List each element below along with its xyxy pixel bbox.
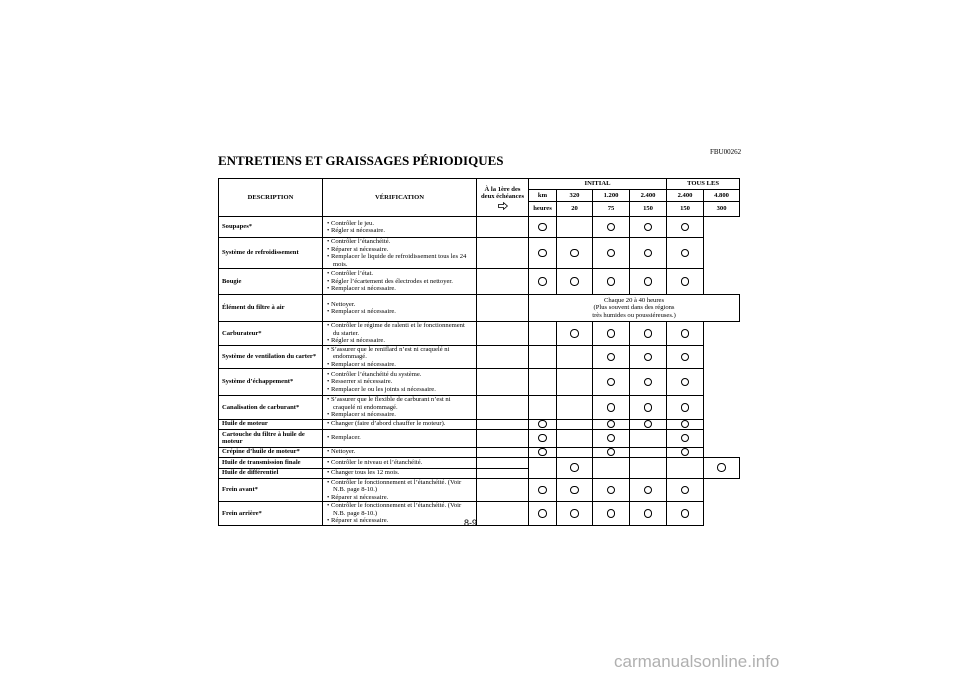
hours-value: 150: [630, 202, 667, 217]
check-circle-icon: [644, 486, 653, 495]
check-circle-icon: [644, 353, 653, 362]
interval-cell: [593, 447, 630, 457]
verification-cell: [323, 447, 477, 457]
interval-cell: [557, 502, 593, 526]
interval-cell: [557, 217, 593, 238]
hours-value: 20: [557, 202, 593, 217]
table-row: [219, 502, 740, 526]
table-row: [219, 345, 740, 369]
check-item: • Remplacer si nécessaire.: [326, 361, 473, 369]
interval-cell: [529, 217, 557, 238]
part-name: Canalisation de carburant*: [219, 396, 323, 420]
check-circle-icon: [607, 509, 616, 518]
check-item: • Réparer si nécessaire.: [326, 494, 473, 502]
verification-cell: [323, 457, 477, 468]
check-circle-icon: [607, 329, 616, 338]
check-circle-icon: [570, 329, 579, 338]
check-circle-icon: [681, 420, 690, 429]
verification-cell: [323, 345, 477, 369]
interval-cell: [529, 457, 557, 478]
table-row: [219, 217, 740, 238]
interval-cell: [667, 502, 704, 526]
interval-cell: [630, 447, 667, 457]
km-value: 4.800: [704, 190, 740, 202]
check-circle-icon: [681, 509, 690, 518]
check-circle-icon: [607, 420, 616, 429]
maintenance-table: [218, 178, 740, 526]
first-interval-cell: [477, 468, 529, 478]
interval-cell: [667, 396, 704, 420]
check-circle-icon: [681, 378, 690, 387]
interval-cell: [593, 369, 630, 396]
check-item: • Régler l’écartement des électrodes et nettoyer.: [326, 278, 473, 286]
interval-cell: [630, 396, 667, 420]
verification-cell: [323, 295, 477, 322]
check-item: • Resserrer si nécessaire.: [326, 378, 473, 386]
part-name: Huile de différentiel: [219, 468, 323, 478]
interval-cell: [529, 345, 557, 369]
first-interval-label: À la 1ère des deux échéances: [480, 185, 525, 200]
interval-cell: [529, 419, 557, 429]
part-name: Élément du filtre à air: [219, 295, 323, 322]
table-row: [219, 478, 740, 502]
interval-cell: [667, 457, 704, 478]
check-item: • Contrôler le fonctionnement et l’étanchéité. (Voir N.B. page 8-10.): [326, 479, 473, 494]
check-circle-icon: [681, 353, 690, 362]
verification-cell: [323, 478, 477, 502]
check-circle-icon: [538, 223, 547, 232]
km-value: 320: [557, 190, 593, 202]
first-interval-cell: [477, 457, 529, 468]
first-interval-cell: [477, 322, 529, 346]
interval-cell: [529, 502, 557, 526]
interval-cell: [557, 447, 593, 457]
hours-label: heures: [529, 202, 557, 217]
table-row: [219, 369, 740, 396]
check-circle-icon: [644, 249, 653, 258]
check-circle-icon: [607, 486, 616, 495]
verification-header: VÉRIFICATION: [323, 179, 477, 217]
check-circle-icon: [607, 223, 616, 232]
check-circle-icon: [607, 403, 616, 412]
check-circle-icon: [538, 434, 547, 443]
first-interval-cell: [477, 369, 529, 396]
check-circle-icon: [538, 448, 547, 457]
check-circle-icon: [644, 223, 653, 232]
check-item: • Contrôler le jeu.: [326, 220, 473, 228]
interval-cell: [667, 322, 704, 346]
check-circle-icon: [644, 403, 653, 412]
check-circle-icon: [607, 277, 616, 286]
interval-cell: [593, 419, 630, 429]
check-circle-icon: [538, 486, 547, 495]
first-interval-cell: [477, 345, 529, 369]
watermark: carmanualsonline.info: [614, 652, 780, 671]
check-circle-icon: [644, 378, 653, 387]
table-row: [219, 457, 740, 468]
check-item: • Remplacer le liquide de refroidissement tous les 24 mois.: [326, 253, 473, 268]
verification-cell: [323, 502, 477, 526]
interval-cell: [667, 419, 704, 429]
hours-value: 150: [667, 202, 704, 217]
check-circle-icon: [570, 509, 579, 518]
table-row: [219, 322, 740, 346]
check-item: • Changer tous les 12 mois.: [326, 469, 473, 477]
part-name: Cartouche du filtre à huile de moteur: [219, 429, 323, 447]
interval-cell: [529, 478, 557, 502]
verification-cell: [323, 429, 477, 447]
first-interval-cell: [477, 217, 529, 238]
interval-cell: [667, 447, 704, 457]
part-name: Frein avant*: [219, 478, 323, 502]
initial-header: INITIAL: [529, 179, 667, 190]
check-circle-icon: [570, 463, 579, 472]
every-header: TOUS LES: [667, 179, 740, 190]
check-item: • Changer (faire d’abord chauffer le moteur).: [326, 420, 473, 428]
interval-cell: [557, 238, 593, 269]
interval-cell: [557, 419, 593, 429]
verification-cell: [323, 322, 477, 346]
interval-cell: [529, 269, 557, 295]
interval-cell: [667, 429, 704, 447]
check-item: • Réparer si nécessaire.: [326, 246, 473, 254]
interval-cell: [704, 457, 740, 478]
verification-cell: [323, 369, 477, 396]
check-item: • Régler si nécessaire.: [326, 227, 473, 235]
check-circle-icon: [681, 448, 690, 457]
check-circle-icon: [570, 486, 579, 495]
check-item: • S’assurer que le flexible de carburant n’est ni craquelé ni endommagé.: [326, 396, 473, 411]
interval-cell: [630, 217, 667, 238]
description-header: DESCRIPTION: [219, 179, 323, 217]
check-circle-icon: [538, 249, 547, 258]
part-name: Système de ventilation du carter*: [219, 345, 323, 369]
part-name: Bougie: [219, 269, 323, 295]
interval-cell: [630, 269, 667, 295]
first-interval-header: [477, 179, 529, 217]
interval-cell: [557, 396, 593, 420]
first-interval-cell: [477, 447, 529, 457]
check-circle-icon: [681, 486, 690, 495]
table-row: [219, 447, 740, 457]
check-item: • Remplacer si nécessaire.: [326, 285, 473, 293]
check-item: • Remplacer si nécessaire.: [326, 411, 473, 419]
interval-cell: [529, 322, 557, 346]
verification-cell: [323, 217, 477, 238]
interval-cell: [557, 478, 593, 502]
interval-cell: [667, 369, 704, 396]
verification-cell: [323, 269, 477, 295]
interval-cell: [667, 217, 704, 238]
interval-cell: [557, 345, 593, 369]
first-interval-cell: [477, 478, 529, 502]
interval-cell: [529, 429, 557, 447]
first-interval-cell: [477, 419, 529, 429]
table-row: [219, 429, 740, 447]
check-circle-icon: [538, 509, 547, 518]
interval-cell: [630, 429, 667, 447]
interval-cell: [593, 322, 630, 346]
verification-cell: [323, 396, 477, 420]
check-circle-icon: [538, 420, 547, 429]
check-circle-icon: [607, 378, 616, 387]
check-item: • Nettoyer.: [326, 301, 473, 309]
check-circle-icon: [607, 434, 616, 443]
check-item: • Contrôler l’état.: [326, 270, 473, 278]
check-item: • Régler si nécessaire.: [326, 337, 473, 345]
document-code: FBU00262: [710, 148, 742, 156]
interval-cell: [557, 269, 593, 295]
interval-cell: [630, 238, 667, 269]
first-interval-cell: [477, 295, 529, 322]
interval-cell: [593, 217, 630, 238]
interval-cell: [593, 429, 630, 447]
interval-cell: [557, 457, 593, 478]
part-name: Huile de moteur: [219, 419, 323, 429]
interval-cell: [593, 238, 630, 269]
page-title: ENTRETIENS ET GRAISSAGES PÉRIODIQUES: [218, 153, 504, 168]
interval-cell: [529, 396, 557, 420]
table-row: [219, 295, 740, 322]
table-row: [219, 269, 740, 295]
check-item: • Remplacer.: [326, 434, 473, 442]
interval-cell: [557, 429, 593, 447]
check-item: • S’assurer que le reniflard n’est ni craquelé ni endommagé.: [326, 346, 473, 361]
km-value: 1.200: [593, 190, 630, 202]
check-item: • Contrôler le régime de ralenti et le fonctionnement du starter.: [326, 322, 473, 337]
interval-cell: [593, 396, 630, 420]
check-item: • Contrôler l’étanchéité du système.: [326, 371, 473, 379]
interval-cell: [630, 502, 667, 526]
interval-cell: [630, 419, 667, 429]
interval-cell: [630, 322, 667, 346]
interval-cell: [557, 369, 593, 396]
interval-cell: [529, 447, 557, 457]
table-row: [219, 419, 740, 429]
check-circle-icon: [681, 329, 690, 338]
interval-cell: [529, 238, 557, 269]
check-circle-icon: [681, 223, 690, 232]
interval-cell: [667, 345, 704, 369]
check-item: • Contrôler le fonctionnement et l’étanchéité. (Voir N.B. page 8-10.): [326, 502, 473, 517]
interval-cell: [557, 322, 593, 346]
check-circle-icon: [717, 463, 726, 472]
hours-value: 75: [593, 202, 630, 217]
check-circle-icon: [644, 329, 653, 338]
maintenance-rows: [219, 217, 740, 526]
interval-cell: [667, 478, 704, 502]
check-item: • Remplacer si nécessaire.: [326, 308, 473, 316]
interval-cell: [630, 457, 667, 478]
verification-cell: [323, 419, 477, 429]
interval-cell: [529, 369, 557, 396]
check-circle-icon: [681, 434, 690, 443]
page-number: 8-9: [464, 518, 478, 528]
first-interval-cell: [477, 429, 529, 447]
check-item: • Contrôler l’étanchéité.: [326, 238, 473, 246]
check-item: • Réparer si nécessaire.: [326, 517, 473, 525]
first-interval-cell: [477, 396, 529, 420]
interval-cell: [630, 369, 667, 396]
part-name: Carburateur*: [219, 322, 323, 346]
verification-cell: [323, 468, 477, 478]
check-item: • Remplacer le ou les joints si nécessaire.: [326, 386, 473, 394]
interval-cell: [593, 457, 630, 478]
check-circle-icon: [681, 249, 690, 258]
check-circle-icon: [681, 277, 690, 286]
note-line: Chaque 20 à 40 heures: [603, 296, 665, 304]
check-circle-icon: [570, 249, 579, 258]
table-row: [219, 396, 740, 420]
check-circle-icon: [607, 249, 616, 258]
right-arrow-icon: [498, 202, 508, 210]
interval-cell: [593, 502, 630, 526]
interval-cell: [593, 269, 630, 295]
check-circle-icon: [607, 353, 616, 362]
interval-cell: [593, 478, 630, 502]
interval-note: [529, 295, 740, 322]
check-circle-icon: [607, 448, 616, 457]
check-circle-icon: [681, 403, 690, 412]
first-interval-cell: [477, 502, 529, 526]
interval-cell: [667, 269, 704, 295]
first-interval-cell: [477, 238, 529, 269]
first-interval-cell: [477, 269, 529, 295]
interval-cell: [593, 345, 630, 369]
part-name: Huile de transmission finale: [219, 457, 323, 468]
check-circle-icon: [570, 277, 579, 286]
km-value: 2.400: [667, 190, 704, 202]
interval-cell: [630, 345, 667, 369]
note-line: très humides ou poussiéreuses.): [592, 311, 676, 319]
check-circle-icon: [644, 509, 653, 518]
check-circle-icon: [644, 420, 653, 429]
part-name: Système de refroidissement: [219, 238, 323, 269]
verification-cell: [323, 238, 477, 269]
interval-cell: [667, 238, 704, 269]
part-name: Crépine d’huile de moteur*: [219, 447, 323, 457]
part-name: Système d’échappement*: [219, 369, 323, 396]
check-circle-icon: [538, 277, 547, 286]
km-value: 2.400: [630, 190, 667, 202]
hours-value: 300: [704, 202, 740, 217]
check-item: • Contrôler le niveau et l’étanchéité.: [326, 459, 473, 467]
part-name: Frein arrière*: [219, 502, 323, 526]
note-line: (Plus souvent dans des régions: [593, 304, 675, 312]
check-circle-icon: [644, 277, 653, 286]
table-row: [219, 238, 740, 269]
km-label: km: [529, 190, 557, 202]
interval-cell: [630, 478, 667, 502]
check-item: • Nettoyer.: [326, 448, 473, 456]
part-name: Soupapes*: [219, 217, 323, 238]
